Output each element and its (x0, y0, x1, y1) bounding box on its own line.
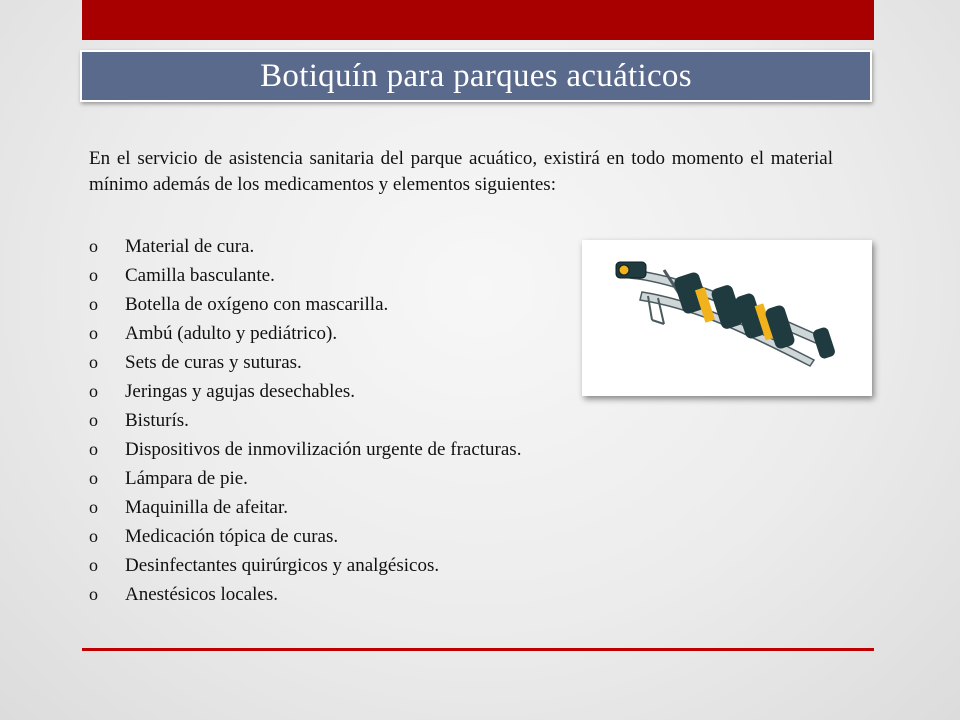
bullet-marker: o (89, 584, 98, 604)
bullet-marker: o (89, 526, 98, 546)
list-item-text: Maquinilla de afeitar. (125, 497, 289, 518)
list-item-text: Lámpara de pie. (125, 468, 248, 489)
list-item (89, 406, 689, 435)
title-banner (80, 50, 872, 102)
bottom-divider (82, 648, 874, 651)
list-item (89, 493, 689, 522)
top-accent-bar (82, 0, 874, 40)
splint-stretcher-illustration (582, 240, 872, 396)
splint-buckle (619, 265, 629, 275)
bullet-marker: o (89, 410, 98, 430)
list-item-text: Medicación tópica de curas. (125, 526, 339, 547)
bullet-marker: o (89, 439, 98, 459)
intro-paragraph: En el servicio de asistencia sanitaria del parque acuático, existirá en todo momento el material mínimo además de los medicamentos y elementos siguientes: (89, 148, 833, 195)
bullet-marker: o (89, 323, 98, 343)
list-item-text: Dispositivos de inmovilización urgente de fracturas. (125, 439, 522, 460)
list-item-text: Desinfectantes quirúrgicos y analgésicos. (125, 555, 440, 576)
bullet-marker: o (89, 497, 98, 517)
list-item (89, 464, 689, 493)
list-item-text: Camilla basculante. (125, 265, 275, 286)
bullet-marker: o (89, 468, 98, 488)
bullet-marker: o (89, 236, 98, 256)
list-item-text: Material de cura. (125, 236, 255, 257)
list-item-text: Bisturís. (125, 410, 189, 431)
list-item-text: Anestésicos locales. (125, 584, 279, 605)
bullet-marker: o (89, 555, 98, 575)
list-item (89, 522, 689, 551)
list-item (89, 580, 689, 609)
list-item (89, 551, 689, 580)
bullet-marker: o (89, 381, 98, 401)
bullet-marker: o (89, 352, 98, 372)
bullet-marker: o (89, 294, 98, 314)
list-item-text: Ambú (adulto y pediátrico). (125, 323, 338, 344)
slide-title: Botiquín para parques acuáticos (260, 57, 692, 94)
bullet-marker: o (89, 265, 98, 285)
splint-stretcher-image (582, 240, 872, 396)
list-item-text: Jeringas y agujas desechables. (125, 381, 356, 402)
list-item (89, 435, 689, 464)
list-item-text: Sets de curas y suturas. (125, 352, 302, 373)
list-item-text: Botella de oxígeno con mascarilla. (125, 294, 389, 315)
